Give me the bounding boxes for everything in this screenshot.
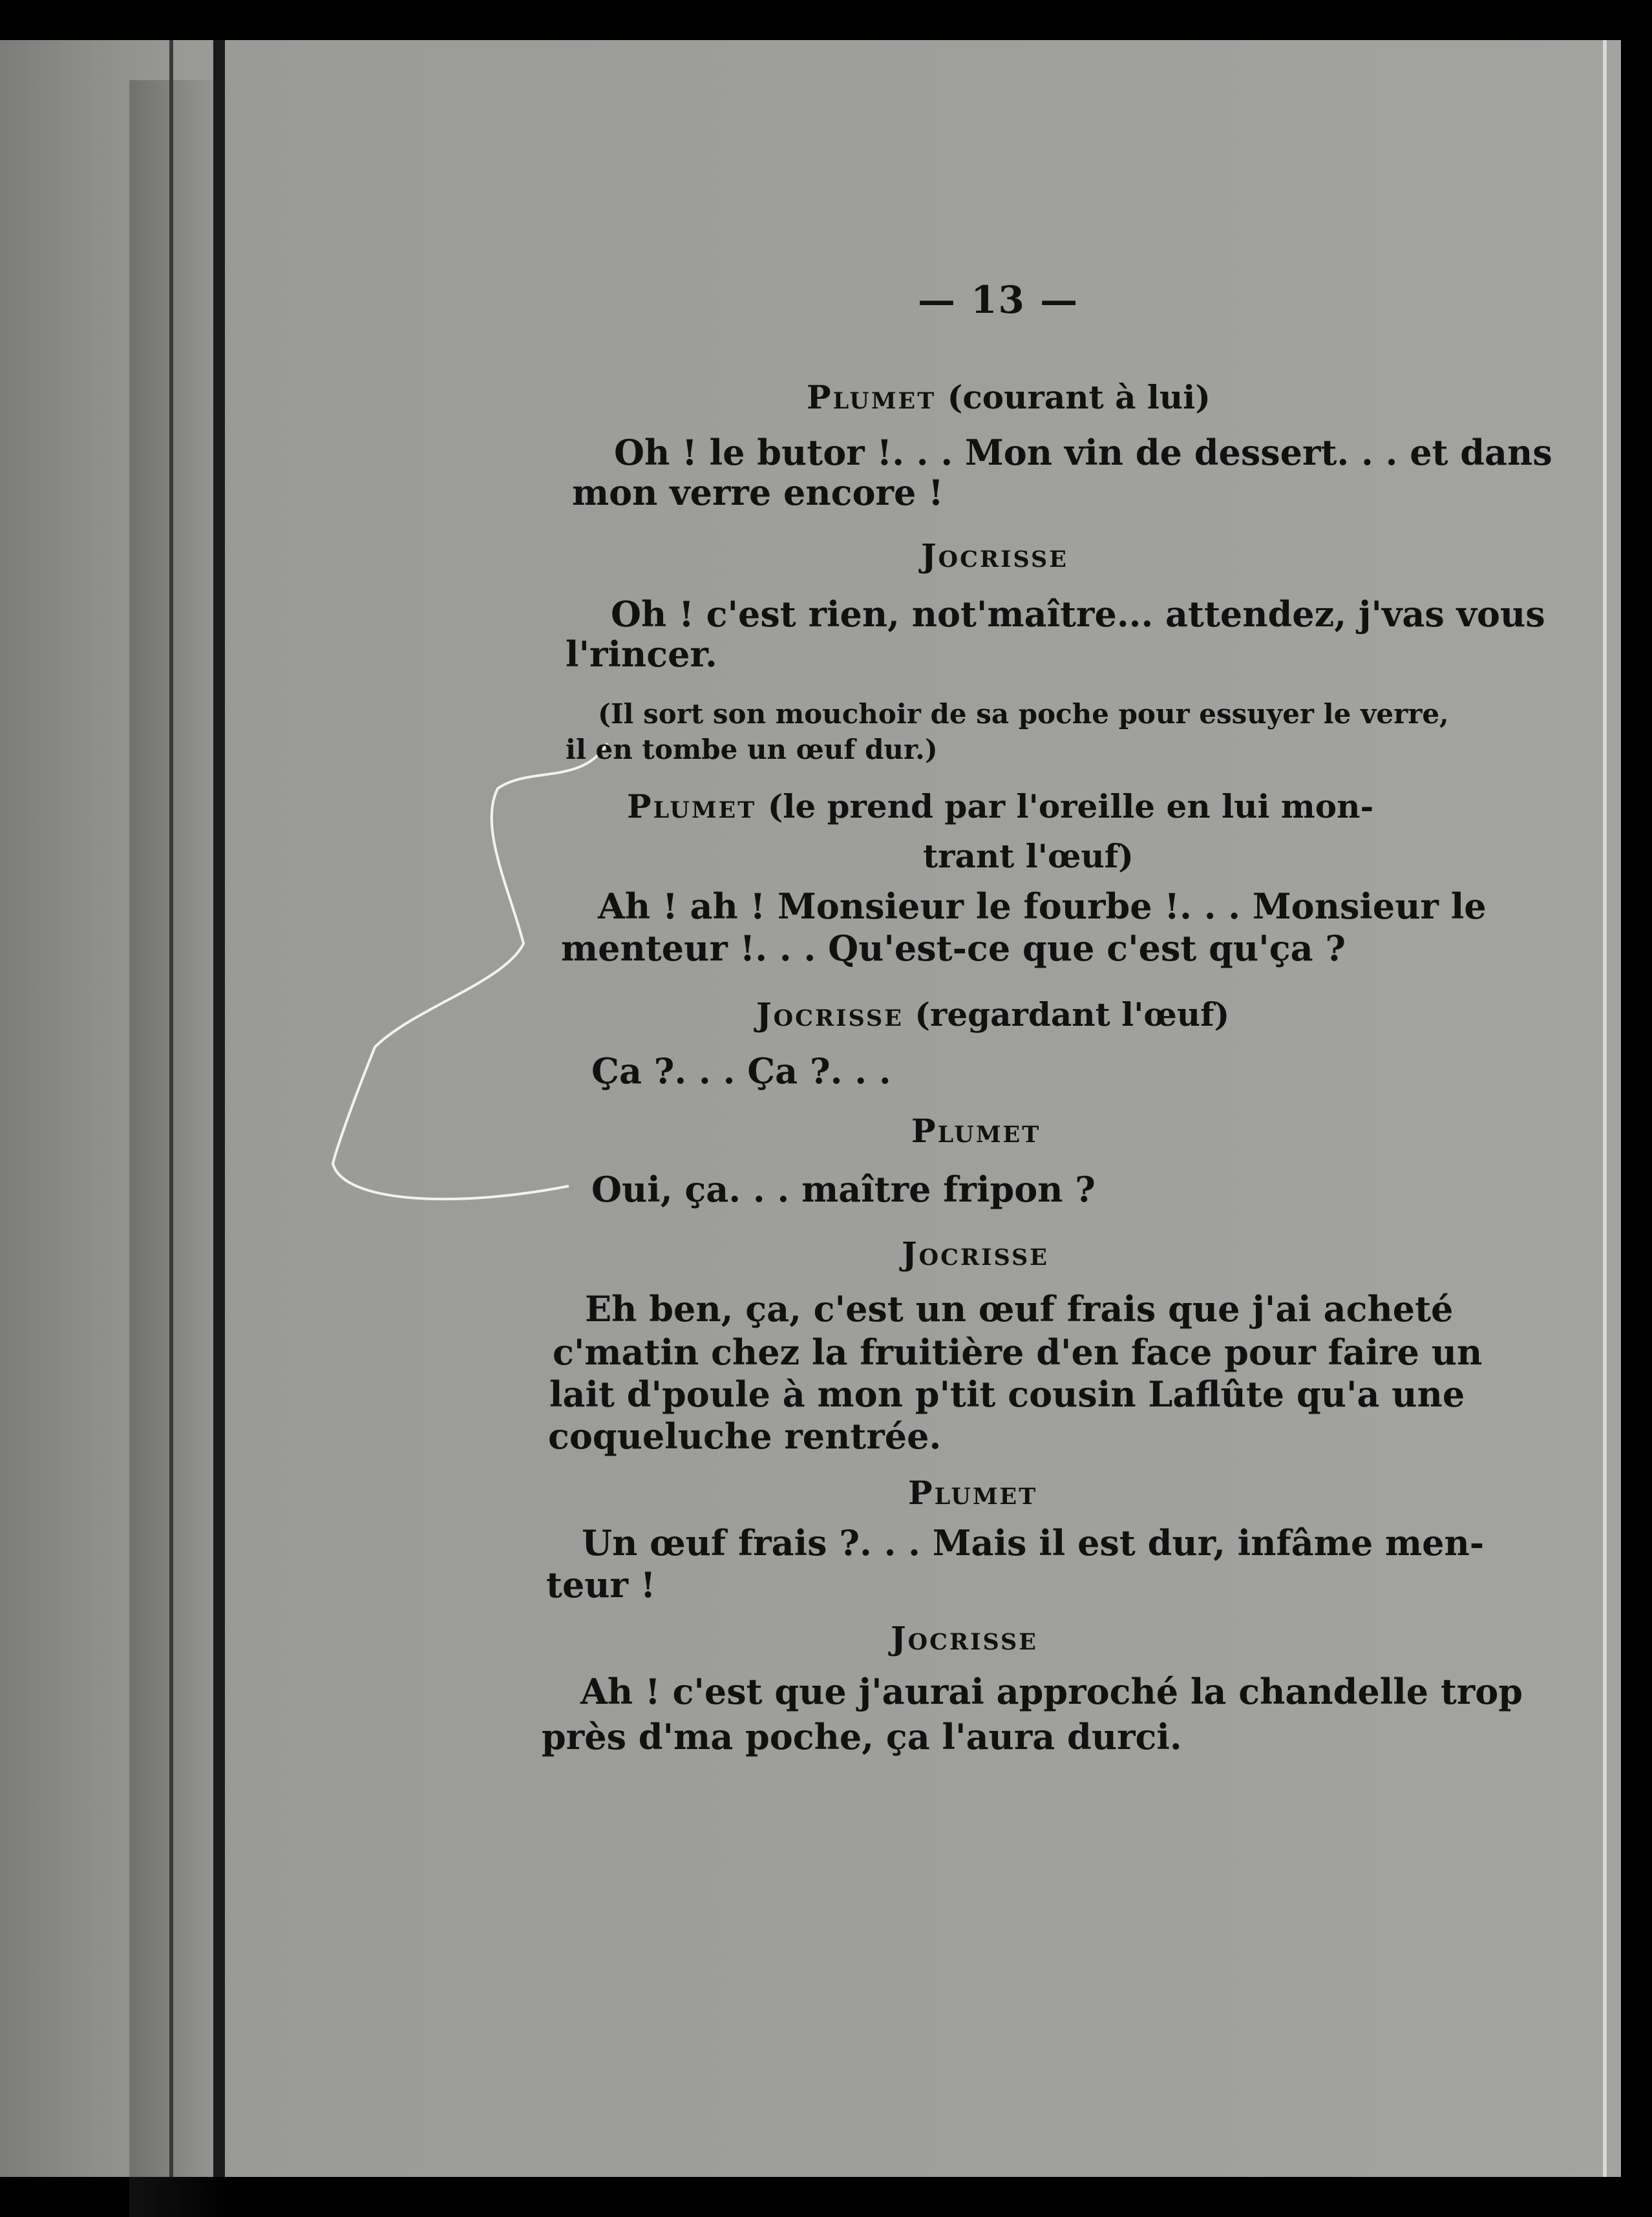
stage-direction: (courant à lui) [947, 378, 1211, 416]
speaker-name: Plumet [911, 1112, 1041, 1150]
speaker-heading [902, 1235, 1049, 1273]
dialogue-line: coqueluche rentrée. [548, 1416, 942, 1457]
speaker-name: Jocrisse [902, 1235, 1049, 1273]
stage-direction: (le prend par l'oreille en lui mon- [767, 787, 1374, 825]
dialogue-line: Ah ! ah ! Monsieur le fourbe !. . . Monsieur le [598, 886, 1487, 927]
speaker-heading [627, 787, 1373, 825]
dialogue-line: Un œuf frais ?. . . Mais il est dur, infâme men- [582, 1522, 1485, 1564]
speaker-heading [911, 1112, 1041, 1150]
stage-direction: (regardant l'œuf) [915, 995, 1230, 1034]
dialogue-line: c'matin chez la fruitière d'en face pour faire un [553, 1331, 1483, 1373]
speaker-name: Plumet [908, 1474, 1038, 1512]
dialogue-line: Oh ! le butor !. . . Mon vin de dessert. . . et dans [614, 432, 1552, 473]
speaker-name: Jocrisse [891, 1619, 1038, 1657]
speaker-heading [921, 536, 1068, 575]
dialogue-line: Ah ! c'est que j'aurai approché la chandelle trop [580, 1671, 1523, 1712]
dialogue-line: Ça ?. . . Ça ?. . . [591, 1050, 891, 1092]
dialogue-line: Eh ben, ça, c'est un œuf frais que j'ai acheté [585, 1288, 1454, 1330]
dialogue-line: l'rincer. [566, 633, 717, 675]
speaker-heading [891, 1619, 1038, 1657]
speaker-name: Plumet [627, 787, 757, 825]
stage-direction-line: il en tombe un œuf dur.) [566, 734, 938, 765]
speaker-heading [756, 995, 1229, 1034]
stage-direction-continued: trant l'œuf) [923, 837, 1134, 875]
dialogue-line: menteur !. . . Qu'est-ce que c'est qu'ça ? [561, 928, 1346, 969]
dialogue-line: Oui, ça. . . maître fripon ? [591, 1169, 1096, 1210]
dialogue-line: Oh ! c'est rien, not'maître... attendez, j'vas vous [611, 593, 1545, 635]
dialogue-line: teur ! [546, 1564, 656, 1606]
speaker-name: Jocrisse [756, 995, 904, 1034]
dialogue-line: mon verre encore ! [572, 472, 944, 513]
stage-direction-line: (Il sort son mouchoir de sa poche pour essuyer le verre, [598, 698, 1449, 730]
speaker-name: Jocrisse [921, 536, 1068, 575]
dialogue-line: près d'ma poche, ça l'aura durci. [542, 1716, 1182, 1757]
dialogue-line: lait d'poule à mon p'tit cousin Laflûte qu'a une [549, 1374, 1465, 1415]
pencil-stroke [333, 743, 608, 1199]
speaker-name: Plumet [807, 378, 937, 416]
speaker-heading [908, 1474, 1037, 1512]
page-number: — 13 — [918, 278, 1079, 322]
speaker-heading [807, 378, 1211, 416]
